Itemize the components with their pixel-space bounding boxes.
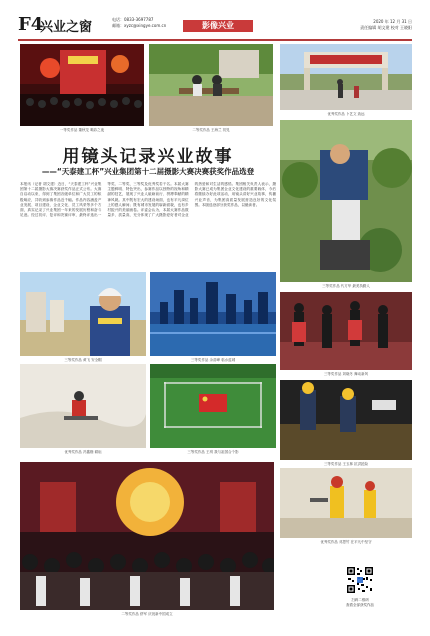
photo-snow-plow <box>20 364 146 448</box>
editors-text: 责任编辑 胡文建 校对 王晓阳 <box>360 25 412 30</box>
photo-caption: 三等奖作品 黄飞 安全帽 <box>64 358 102 362</box>
page-header <box>0 0 430 42</box>
photo-caption: 一等奖作品 董秋龙 喝彩之夜 <box>59 128 105 132</box>
photo-flood-rescue <box>280 380 412 460</box>
photo-caption: 优秀奖作品 冯鑫楷 耕耘 <box>64 450 102 454</box>
photo-park-bench <box>149 44 273 126</box>
article-subtitle: ——“天泰建工杯”兴业集团第十二届摄影大赛决赛获奖作品选登 <box>41 167 255 176</box>
section-badge: 影像兴业 <box>183 20 253 32</box>
phone-text: 电话：0833-3697787 <box>112 17 154 22</box>
article-body: 本报讯（记者 胡文建）近日，“天泰建工杯”兴业集团第十二届摄影大赛决赛获奖作品正式公布。大赛自启动以来，得到了集团各级单位和广大员工的积极响应，共收到参赛作品近千幅。作品内容涵盖产业发展、项目建设、企业文化、员工风采等多个方面，真实记录了兴业集团一年来的发展历程和奋斗足迹。经过初评、复评和决赛评审，最终评选出一等奖、二等奖、三等奖及优秀奖若干名。本届大赛主题鲜明、特色突出，参赛作品以独特的视角和精湛的技艺，展现了兴业人砥砺前行、拼搏奉献的精神风貌。其中既有宏大的建设场面，也有平凡岗位上的感人瞬间；既有城市发展的崭新面貌，也有乡村振兴的美丽画卷。评委会认为，本届大赛作品数量多、质量高，充分体现了广大摄影爱好者对企业的热爱和对生活的感悟。集团相关负责人表示，摄影大赛已成为集团企业文化建设的重要载体，今后将继续办好此项活动，用镜头讲好兴业故事，传播兴业声音，为集团高质量发展营造良好的文化氛围。本版选登部分获奖作品，以飨读者。 <box>20 182 276 218</box>
header-rule <box>18 39 412 41</box>
photo-worker-plants <box>280 120 412 282</box>
article-title: 用镜头记录兴业故事 <box>62 147 234 167</box>
photo-caption: 三等奖作品 王玉林 抗洪抢险 <box>323 462 369 466</box>
issue-info <box>360 19 412 31</box>
page-number: F4 <box>18 14 44 35</box>
email-text: 邮箱：xyzc@xingye.com.cn <box>112 23 167 28</box>
photo-school-gate <box>280 44 412 110</box>
photo-caption: 优秀奖作品 卜艺文 致远 <box>327 112 365 116</box>
photo-flag-formation <box>150 364 276 448</box>
photo-night-city <box>20 44 144 126</box>
photo-firefighters <box>280 468 412 538</box>
photo-blue-city <box>150 272 276 356</box>
photo-caption: 三等奖作品 刘晓冬 舞动新风 <box>323 372 369 376</box>
qr-caption <box>336 598 384 608</box>
photo-caption: 二等奖作品 王海兰 初见 <box>192 128 230 132</box>
qr-caption-line1: 扫码二维码 <box>351 598 369 602</box>
qr-caption-line2: 查看全部获奖作品 <box>346 603 374 607</box>
photo-stage-performance <box>20 462 274 610</box>
photo-dancers <box>280 292 412 370</box>
paper-name: 兴业之窗 <box>40 20 93 35</box>
photo-caption: 三等奖作品 代方华 最美执勤人 <box>322 284 370 288</box>
contact-info <box>112 17 166 29</box>
issue-date: 2020 年 12 月 31 日 <box>373 19 412 24</box>
photo-caption: 三等奖作品 余苗峰 临水蓝城 <box>190 358 236 362</box>
qr-code[interactable] <box>346 566 374 594</box>
photo-helmet-worker <box>20 272 146 356</box>
photo-caption: 二等奖作品 舒军 庆祝新中国成立 <box>121 612 173 616</box>
photo-caption: 三等奖作品 王玥 我与祖国合个影 <box>187 450 239 454</box>
photo-caption: 优秀奖作品 邓思竹 在平凡中坚守 <box>320 540 372 544</box>
